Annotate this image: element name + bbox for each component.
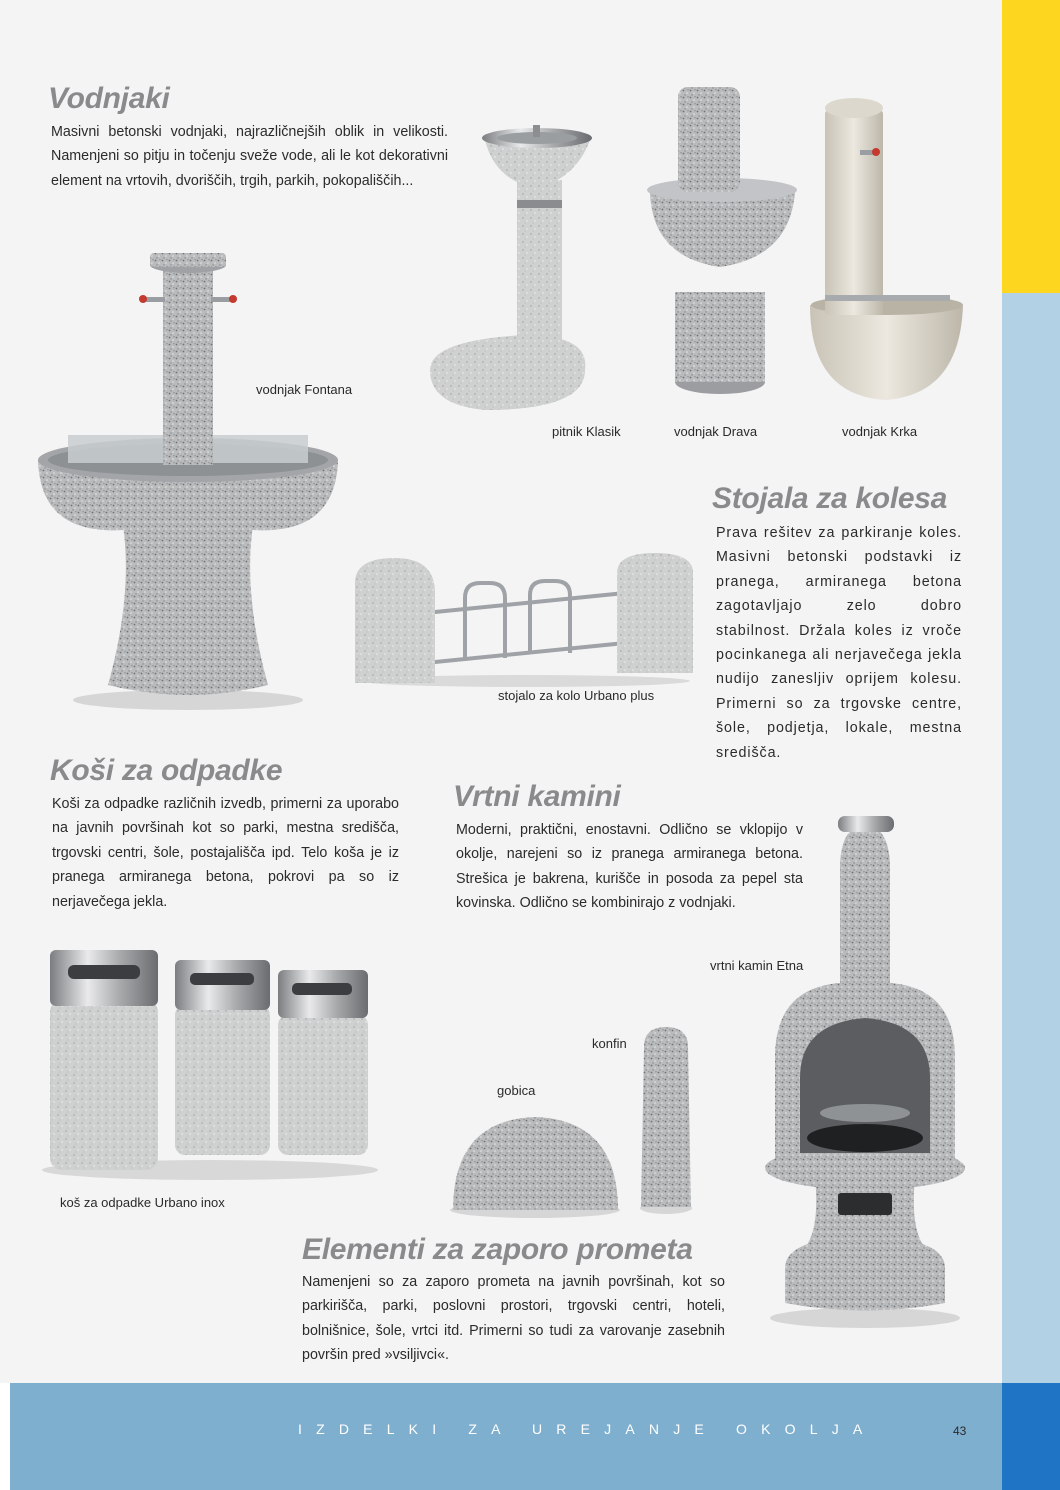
gobica-bollard-image xyxy=(448,1112,623,1220)
urbano-inox-caption: koš za odpadke Urbano inox xyxy=(60,1195,225,1210)
drava-caption: vodnjak Drava xyxy=(674,424,758,439)
stojala-title: Stojala za kolesa xyxy=(712,482,948,515)
konfin-bollard-image xyxy=(636,1022,696,1217)
etna-caption: vrtni kamin Etna xyxy=(710,958,804,973)
drava-fountain-image xyxy=(640,82,805,407)
vodnjaki-title: Vodnjaki xyxy=(48,82,170,115)
side-tab-blue xyxy=(1002,293,1060,1383)
klasik-caption: pitnik Klasik xyxy=(552,424,621,439)
kosi-title: Koši za odpadke xyxy=(50,754,283,787)
footer-corner-block xyxy=(1002,1383,1060,1490)
kosi-text: Koši za odpadke različnih izvedb, primerni za uporabo na javnih površinah kot so parki, mestna središča, trgovski centri, šole, postajališča ipd. Telo koša je iz pranega armiranega betona, pokrovi pa so iz nerjavečega jekla. xyxy=(52,796,399,910)
page-number: 43 xyxy=(953,1424,967,1438)
kamini-title: Vrtni kamini xyxy=(453,780,621,813)
klasik-fountain-image xyxy=(425,120,640,415)
gobica-caption: gobica xyxy=(497,1083,536,1098)
urbano-inox-waste-bins-image xyxy=(40,945,380,1185)
urbano-plus-caption: stojalo za kolo Urbano plus xyxy=(498,688,655,703)
side-tab-yellow xyxy=(1002,0,1060,293)
etna-fireplace-image xyxy=(760,808,970,1333)
konfin-caption: konfin xyxy=(592,1036,627,1051)
vodnjaki-text: Masivni betonski vodnjaki, najrazličnejših oblik in velikosti. Namenjeni so pitju in točenju sveže vode, ali le kot dekorativni element na vrtovih, dvoriščih, trgih, parkih, pokopališčih... xyxy=(51,124,448,189)
zapora-title: Elementi za zaporo prometa xyxy=(302,1233,693,1266)
fontana-caption: vodnjak Fontana xyxy=(256,382,353,397)
kamini-text: Moderni, praktični, enostavni. Odlično se vklopijo v okolje, narejeni so iz pranega armiranega betona. Strešica je bakrena, kurišče in posoda za pepel sta kovinska. Odlično se kombinirajo z vodnjaki. xyxy=(456,822,803,912)
zapora-text: Namenjeni so za zaporo prometa na javnih površinah, kot so parkirišča, parki, poslovni prostori, trgovski centri, hoteli, bolnišnice, šole, vrtci itd. Primerni so tudi za varovanje zasebnih površin pred »vsiljivci«. xyxy=(302,1274,725,1364)
fontana-fountain-image xyxy=(28,245,348,715)
urbano-plus-bike-stand-image xyxy=(355,553,695,688)
stojala-text: Prava rešitev za parkiranje koles. Masivni betonski podstavki iz pranega, armiranega betona zagotavljajo zelo dobro stabilnost. Držala koles iz vroče pocinkanega ali nerjavečega jekla nudijo zanesljiv oprijem kolesu. Primerni so za trgovske centre, šole, podjetja, lokale, mestna središča. xyxy=(716,525,962,761)
krka-fountain-image xyxy=(805,90,970,410)
footer-title: IZDELKI ZA UREJANJE OKOLJA xyxy=(298,1421,877,1437)
krka-caption: vodnjak Krka xyxy=(842,424,918,439)
